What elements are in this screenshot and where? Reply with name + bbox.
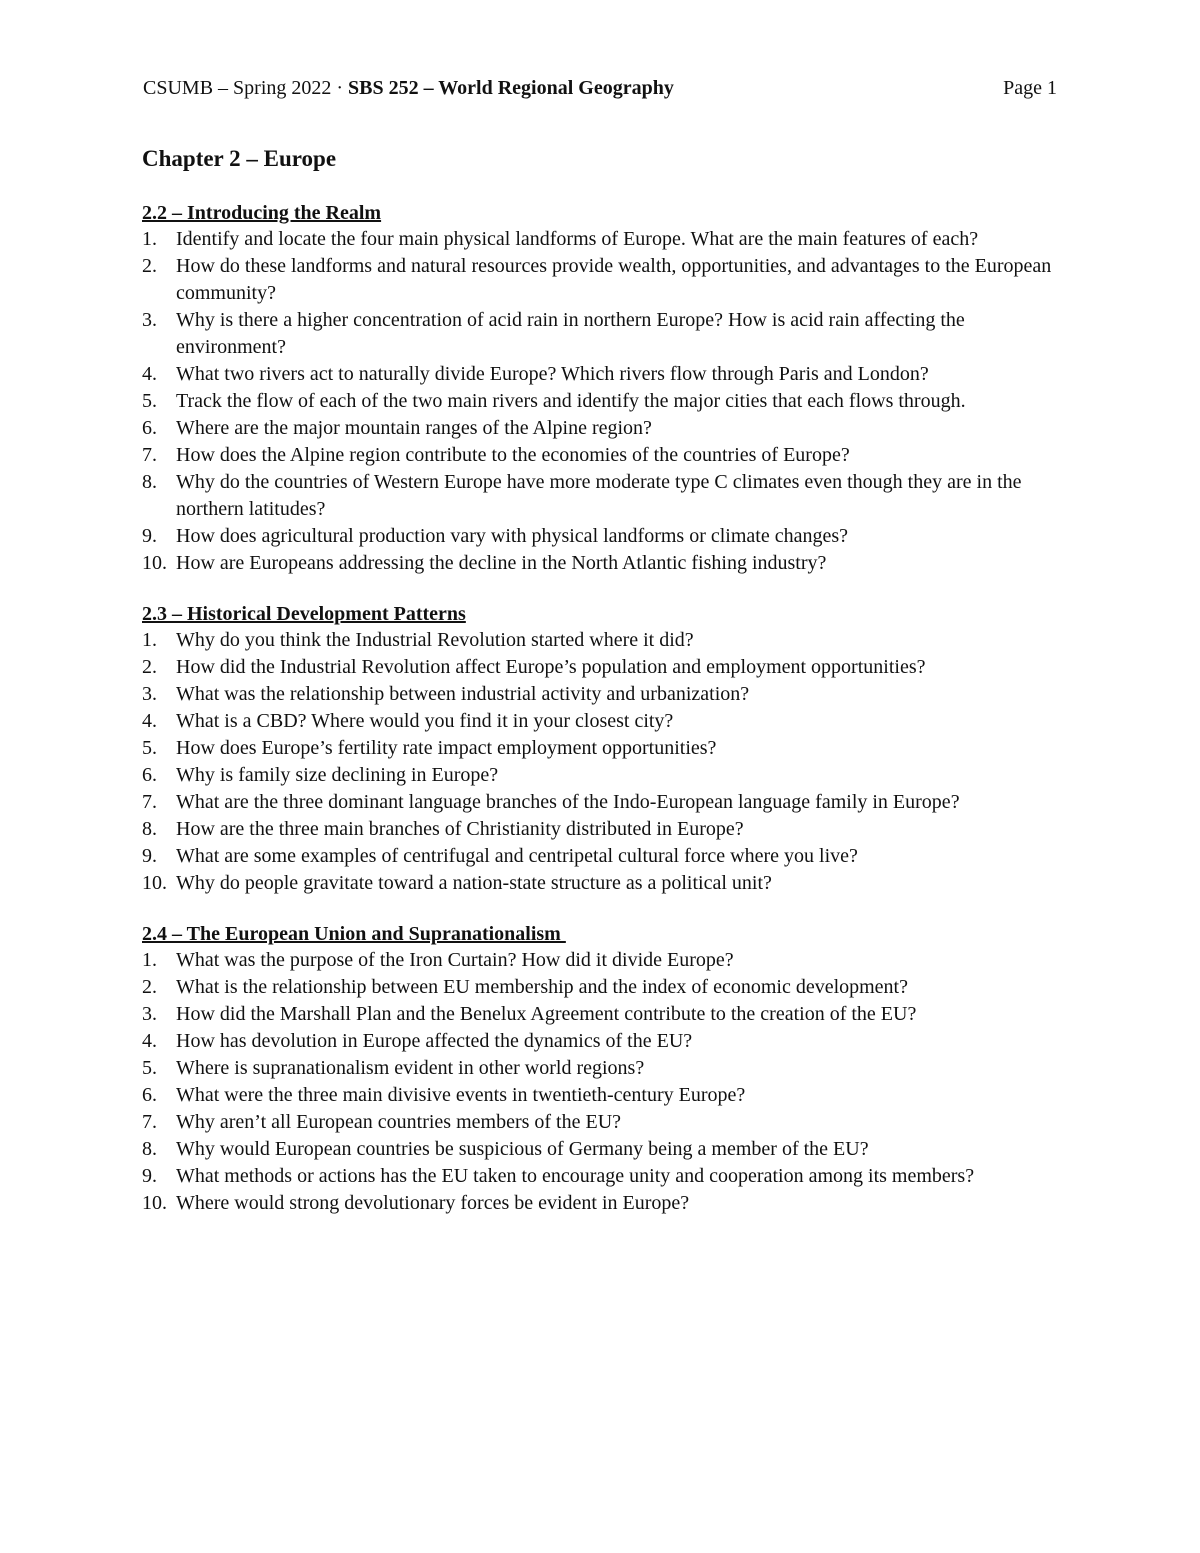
question-number: 5. — [142, 737, 157, 759]
question-number: 7. — [142, 444, 157, 466]
question-text: What is a CBD? Where would you find it in your closest city? — [176, 710, 674, 732]
question-text: How has devolution in Europe affected the dynamics of the EU? — [176, 1030, 693, 1052]
question-item — [142, 442, 1062, 469]
question-text: How does the Alpine region contribute to the economies of the countries of Europe? — [176, 444, 850, 466]
question-text: How did the Industrial Revolution affect Europe’s population and employment opportunities? — [176, 656, 926, 678]
question-item — [142, 681, 1062, 708]
question-number: 4. — [142, 710, 157, 732]
question-item — [142, 469, 1062, 523]
question-number: 1. — [142, 629, 157, 651]
question-item — [142, 974, 1062, 1001]
question-item — [142, 1136, 1062, 1163]
question-number: 10. — [142, 552, 167, 574]
question-text: What were the three main divisive events in twentieth-century Europe? — [176, 1084, 746, 1106]
question-number: 6. — [142, 417, 157, 439]
question-item — [142, 361, 1062, 388]
question-text: Track the flow of each of the two main rivers and identify the major cities that each flows through. — [176, 390, 966, 412]
question-item — [142, 226, 1062, 253]
question-number: 1. — [142, 949, 157, 971]
question-text: Where would strong devolutionary forces be evident in Europe? — [176, 1192, 690, 1214]
section — [142, 601, 1062, 897]
question-number: 7. — [142, 791, 157, 813]
question-item — [142, 708, 1062, 735]
question-item — [142, 1109, 1062, 1136]
question-number: 2. — [142, 255, 157, 277]
question-item — [142, 762, 1062, 789]
question-number: 9. — [142, 845, 157, 867]
page-number: Page 1 — [1003, 77, 1057, 99]
question-number: 7. — [142, 1111, 157, 1133]
question-item — [142, 253, 1062, 307]
question-text: What methods or actions has the EU taken to encourage unity and cooperation among its members? — [176, 1165, 975, 1187]
question-number: 6. — [142, 764, 157, 786]
question-item — [142, 307, 1062, 361]
question-text: How did the Marshall Plan and the Benelux Agreement contribute to the creation of the EU? — [176, 1003, 917, 1025]
question-item — [142, 388, 1062, 415]
question-number: 8. — [142, 1138, 157, 1160]
question-number: 8. — [142, 471, 157, 493]
question-text: Why do the countries of Western Europe have more moderate type C climates even though they are in the northern latitudes? — [176, 471, 1022, 520]
question-text: Why aren’t all European countries members of the EU? — [176, 1111, 622, 1133]
course-info — [143, 74, 674, 102]
question-number: 10. — [142, 872, 167, 894]
question-text: Where is supranationalism evident in other world regions? — [176, 1057, 645, 1079]
question-item — [142, 654, 1062, 681]
section — [142, 921, 1062, 1217]
question-text: What are some examples of centrifugal and centripetal cultural force where you live? — [176, 845, 858, 867]
question-number: 4. — [142, 1030, 157, 1052]
course-name: SBS 252 – World Regional Geography — [348, 77, 674, 99]
question-number: 6. — [142, 1084, 157, 1106]
question-text: Why would European countries be suspicious of Germany being a member of the EU? — [176, 1138, 869, 1160]
question-text: Why do people gravitate toward a nation-state structure as a political unit? — [176, 872, 772, 894]
question-text: What two rivers act to naturally divide Europe? Which rivers flow through Paris and London? — [176, 363, 929, 385]
question-item — [142, 1190, 1062, 1217]
question-text: How do these landforms and natural resources provide wealth, opportunities, and advantages to the European community? — [176, 255, 1052, 304]
question-number: 9. — [142, 525, 157, 547]
question-item — [142, 1001, 1062, 1028]
question-item — [142, 1082, 1062, 1109]
question-number: 10. — [142, 1192, 167, 1214]
question-text: Why is there a higher concentration of acid rain in northern Europe? How is acid rain affecting the environment? — [176, 309, 965, 358]
question-number: 8. — [142, 818, 157, 840]
question-item — [142, 550, 1062, 577]
question-number: 2. — [142, 976, 157, 998]
question-item — [142, 627, 1062, 654]
question-item — [142, 1163, 1062, 1190]
question-text: Where are the major mountain ranges of the Alpine region? — [176, 417, 652, 439]
question-number: 3. — [142, 309, 157, 331]
question-item — [142, 870, 1062, 897]
question-item — [142, 843, 1062, 870]
sections-container — [142, 200, 1062, 1217]
question-item — [142, 1055, 1062, 1082]
section-heading: 2.4 – The European Union and Supranationalism — [142, 923, 566, 945]
question-text: How does Europe’s fertility rate impact employment opportunities? — [176, 737, 717, 759]
section — [142, 200, 1062, 577]
question-number: 4. — [142, 363, 157, 385]
section-heading: 2.3 – Historical Development Patterns — [142, 603, 466, 625]
question-text: What are the three dominant language branches of the Indo-European language family in Europe? — [176, 791, 960, 813]
question-number: 3. — [142, 1003, 157, 1025]
question-text: Identify and locate the four main physical landforms of Europe. What are the main features of each? — [176, 228, 979, 250]
document-body — [142, 142, 1062, 1241]
question-text: What was the relationship between industrial activity and urbanization? — [176, 683, 750, 705]
page-header — [143, 74, 1057, 102]
question-number: 2. — [142, 656, 157, 678]
question-item — [142, 789, 1062, 816]
chapter-title: Chapter 2 – Europe — [142, 146, 337, 171]
question-list — [142, 947, 1062, 1217]
question-item — [142, 1028, 1062, 1055]
section-heading: 2.2 – Introducing the Realm — [142, 202, 382, 224]
course-term: CSUMB – Spring 2022 · — [143, 77, 349, 99]
question-text: How does agricultural production vary with physical landforms or climate changes? — [176, 525, 849, 547]
question-item — [142, 735, 1062, 762]
question-number: 1. — [142, 228, 157, 250]
question-number: 5. — [142, 390, 157, 412]
question-list — [142, 226, 1062, 577]
question-list — [142, 627, 1062, 897]
question-item — [142, 415, 1062, 442]
question-text: Why do you think the Industrial Revolution started where it did? — [176, 629, 694, 651]
question-text: Why is family size declining in Europe? — [176, 764, 499, 786]
question-text: What was the purpose of the Iron Curtain? How did it divide Europe? — [176, 949, 734, 971]
question-item — [142, 523, 1062, 550]
question-number: 9. — [142, 1165, 157, 1187]
question-item — [142, 947, 1062, 974]
question-number: 5. — [142, 1057, 157, 1079]
question-item — [142, 816, 1062, 843]
question-text: What is the relationship between EU membership and the index of economic development? — [176, 976, 908, 998]
question-text: How are the three main branches of Christianity distributed in Europe? — [176, 818, 744, 840]
question-number: 3. — [142, 683, 157, 705]
question-text: How are Europeans addressing the decline in the North Atlantic fishing industry? — [176, 552, 827, 574]
